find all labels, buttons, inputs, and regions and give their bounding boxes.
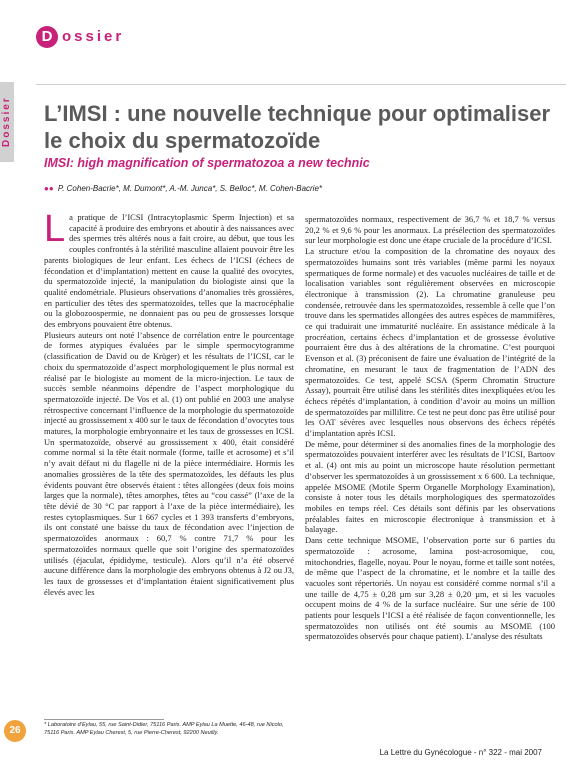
paragraph: La structure et/ou la composition de la chromatine des noyaux des spermatozoïdes humains sont très variables (même parmi les noyaux spermatiques de forme normale) et des vacuoles nucléaires de taille et de localisation variables sont régulièrement observées en microscopie électronique à transmission (2). La chromatine granuleuse peu condensée, retrouvée dans les spermatozoïdes, ressemble à celle que l’on trouve dans les spermatides allongées des autres espèces de mammifères, ce qui traduirait une immaturité nucléaire. En assistance médicale à la procréation, certains échecs d’implantation et de grossesse évolutive pourraient être dus à des altérations de la chromatine. C’est pourquoi Evenson et al. (3) préconisent de faire une évaluation de l’intégrité de la chromatine, en mesurant le taux de fragmentation de l’ADN des spermatozoïdes. Ce test, appelé SCSA (Sperm Chromatin Structure Assay), pourrait être utilisé dans les stérilités dites inexpliquées et/ou les échecs répétés d’implantation, à condition d’avoir au moins un million de spermatozoïdes par millilitre. Ce test ne peut donc pas être utilisé pour les OAT sévères avec lesquelles nous observons des échecs répétés d’implantation après ICSI. (305, 246, 555, 439)
paragraph: spermatozoïdes normaux, respectivement de 36,7 % et 18,7 % versus 20,2 % et 9,6 % pour les anormaux. La présélection des spermatozoïdes sur leur morphologie est donc une étape cruciale de la procédure d’ICSI. (305, 214, 555, 246)
header-divider (36, 84, 566, 85)
article-subtitle: IMSI: high magnification of spermatozoa a new technic (44, 156, 370, 170)
journal-reference: La Lettre du Gynécologue - n° 322 - mai 2007 (379, 748, 542, 757)
authors: P. Cohen-Bacrie*, M. Dumont*, A.-M. Junca*, S. Belloc*, M. Cohen-Bacrie* (57, 184, 323, 193)
paragraph: Dans cette technique MSOME, l’observation porte sur 6 parties du spermatozoïde : acrosome, lamina post-acrosomique, cou, mitochondries, flagelle, noyau. Pour le noyau, forme et taille sont notées, de même que l’aspect de la chromatine, et le nombre et la taille des vacuoles sont répertoriés. Un noyau est considéré comme normal s’il a une taille de 4,75 ± 0,28 µm sur 3,28 ± 0,20 µm, et si les vacuoles occupent moins de 4 % de la surface nucléaire. Sur une série de 100 patients pour lesquels l’ICSI a été réalisée de façon conventionnelle, les spermatozoïdes non utilisés ont été soumis au MSOME (100 spermatozoïdes observés pour chaque patient). L’analyse des résultats (305, 535, 555, 642)
section-name: ossier (62, 28, 125, 45)
bullet-dots-icon: ●● (44, 184, 54, 193)
footnote: * Laboratoire d’Eylau, 55, rue Saint-Didier, 75116 Paris. AMP Eylau La Muette, 46-48, rue Nicolo, 75116 Paris. AMP Eylau Cherest, 5, rue Pierre-Cherest, 92200 Neuilly. (44, 722, 284, 736)
side-section-label: Dossier (1, 96, 12, 148)
text-column-right (305, 214, 555, 741)
section-initial-badge: D (36, 26, 58, 48)
footnote-divider (44, 719, 164, 720)
paragraph: a pratique de l’ICSI (Intracytoplasmic Sperm Injection) et sa capacité à produire des embryons et aboutir à des naissances avec des spermes très altérés nous a fait croire, au début, que tous les couples confrontés à la stérilité masculine allaient pouvoir être les parents biologiques de leur enfant. Les échecs de l’ICSI (échecs de fécondation et d’implantation) mettent en cause la qualité des ovocytes, du spermatozoïde injecté, la manipulation du biologiste ainsi que la qualité endométriale. Plusieurs observations d’anomalies très grossières, en particulier des têtes des spermatozoïdes, telles que la macrocéphalie ou la globozoospermie, ne donnaient pas ou peu de grossesses lorsque des embryons pouvaient être obtenus. (44, 212, 294, 330)
page-number-badge: 26 (4, 720, 26, 742)
paragraph: De même, pour déterminer si des anomalies fines de la morphologie des spermatozoïdes pouvaient interférer avec les résultats de l’ICSI, Bartoov et al. (4) ont mis au point un microscope haute résolution permettant d’observer les spermatozoïdes à un grossissement x 6 600. La technique, appelée MSOME (Motile Sperm Organelle Morphology Examination), consiste à noter tous les détails morphologiques des spermatozoïdes mobiles en temps réel. Ces détails sont définis par les observations préalables faites en microscopie électronique à transmission et à balayage. (305, 438, 555, 535)
paragraph: Plusieurs auteurs ont noté l’absence de corrélation entre le pourcentage de formes atypiques évaluées par le simple spermocytogramme (classification de David ou de Krüger) et les résultats de l’ICSI, car le choix du spermatozoïde d’aspect morphologiquement le plus normal est réalisé par le biologiste au moment de la micro-injection. Le taux de succès semble néanmoins dépendre de l’aspect morphologique du spermatozoïde injecté. De Vos et al. (1) ont publié en 2003 une analyse rétrospective concernant l’influence de la morphologie du spermatozoïde injecté au grossissement x 400 sur le taux de fécondation d’ovocytes tous matures, la morphologie embryonnaire et les taux de grossesses en ICSI. Un spermatozoïde, observé au grossissement x 400, était considéré comme normal si la tête était normale (forme, taille et acrosome) et s’il n’y avait défaut ni du flagelle ni de la pièce intermédiaire. Hormis les anomalies grossières de la tête des spermatozoïdes, les défauts les plus évidents pouvant être observés étaient : têtes allongées (deux fois moins larges que la normale), têtes amorphes, têtes au “cou cassé” (l’axe de la tête dévié de 30 °C par rapport à l’axe de la pièce intermédiaire), les restes cytoplasmiques. Sur 1 667 cycles et 1 393 transferts d’embryons, ils ont constaté une baisse du taux de fécondation avec l’injection de spermatozoïdes anormaux : 60,7 % contre 71,7 % pour les spermatozoïdes normaux quelle que soit l’origine des spermatozoïdes utilisés (éjaculat, épididyme, testicule). Alors qu’il n’a été observé aucune différence dans la morphologie des embryons obtenus à J2 ou J3, les taux de grossesses et d’implantation étaient significativement plus élevés avec les (44, 329, 294, 597)
text-column-left (44, 212, 294, 717)
author-line (44, 183, 554, 194)
article-title: L’IMSI : une nouvelle technique pour optimaliser le choix du spermatozoïde (44, 101, 551, 153)
drop-cap: L (44, 212, 66, 250)
